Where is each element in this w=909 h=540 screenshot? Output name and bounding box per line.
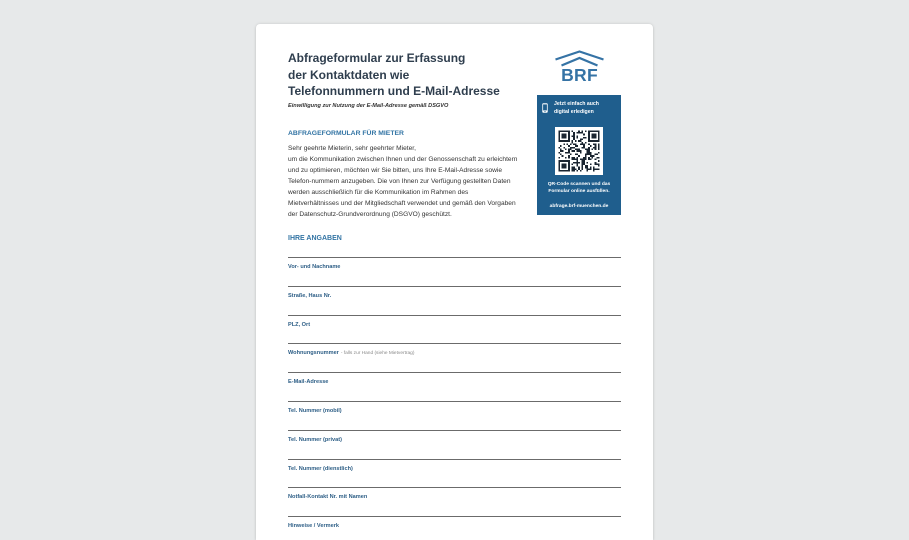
- section-heading: ABFRAGEFORMULAR FÜR MIETER: [288, 129, 404, 137]
- field-label: Straße, Haus Nr.: [288, 292, 332, 299]
- street-input[interactable]: [288, 275, 621, 287]
- form-row-email: [288, 361, 621, 390]
- form-row-street: [288, 275, 621, 304]
- logo-text: BRF: [561, 65, 598, 85]
- name-input[interactable]: [288, 246, 621, 258]
- phone-mobile-input[interactable]: [288, 390, 621, 402]
- title-line: der Kontaktdaten wie: [288, 67, 410, 82]
- field-label: Vor- und Nachname: [288, 264, 341, 270]
- intro-line: Mietverhältnisses und der Mitgliedschaft verwendet und gemäß den Vorgaben: [288, 199, 516, 207]
- intro-line: der Datenschutz-Grundverordnung (DSGVO) geschützt.: [288, 210, 452, 218]
- box-caption-line: Formular online ausfüllen.: [548, 188, 610, 194]
- intro-line: um die Kommunikation zwischen Ihnen und der Genossenschaft zu erleichtern: [288, 155, 518, 163]
- email-input[interactable]: [288, 361, 621, 373]
- form-row-name: [288, 246, 621, 275]
- digital-form-box: [537, 95, 621, 215]
- field-label: Wohnungsnummer: [288, 350, 339, 357]
- emergency-contact-input[interactable]: [288, 476, 621, 488]
- notes-input[interactable]: [288, 505, 621, 517]
- intro-line: Sehr geehrte Mieterin, sehr geehrter Mieter,: [288, 144, 416, 152]
- field-label: E-Mail-Adresse: [288, 379, 329, 386]
- brf-logo: [554, 50, 605, 84]
- intro-line: Telefon-nummern anzugeben. Die von Ihnen zur Verfügung gestellten Daten: [288, 177, 511, 185]
- field-label: Hinweise / Vermerk: [288, 523, 339, 530]
- online-form-link[interactable]: abfrage.brf-muenchen.de: [549, 203, 609, 209]
- intro-line: werden ausschließlich für die Kommunikation im Rahmen des: [288, 188, 469, 196]
- box-caption: [537, 181, 621, 195]
- form-row-apartment: [288, 332, 621, 361]
- box-headline-line: Jetzt einfach auch: [554, 101, 599, 107]
- form-row-phone-private: [288, 419, 621, 448]
- box-headline-line: digital erledigen: [554, 108, 594, 115]
- intro-text: [288, 143, 517, 220]
- qr-code: [555, 127, 603, 175]
- field-label: PLZ, Ort: [288, 321, 311, 328]
- intro-line: und zu optimieren, möchten wir Sie bitten, uns Ihre E-Mail-Adresse sowie: [288, 166, 503, 174]
- document-title: [288, 50, 500, 100]
- field-hint: - falls zur Hand (siehe Mietvertrag): [340, 351, 415, 357]
- field-label: Tel. Nummer (privat): [288, 436, 342, 443]
- box-headline: [554, 101, 599, 116]
- form-row-emergency: [288, 476, 621, 505]
- zip-city-input[interactable]: [288, 304, 621, 316]
- form-heading: IHRE ANGABEN: [288, 234, 342, 242]
- title-line: Telefonnummern und E-Mail-Adresse: [288, 84, 500, 98]
- document-page: [256, 24, 653, 540]
- contact-form: [288, 246, 621, 534]
- field-label: Tel. Nummer (mobil): [288, 407, 342, 414]
- form-row-phone-mobile: [288, 390, 621, 419]
- form-row-phone-work: [288, 448, 621, 477]
- form-row-city: [288, 304, 621, 333]
- form-row-notes: [288, 505, 621, 534]
- box-caption-line: QR-Code scannen und das: [547, 181, 611, 187]
- apartment-number-input[interactable]: [288, 332, 621, 344]
- title-line: Abfrageformular zur Erfassung: [288, 51, 466, 65]
- field-label-wrapper: [288, 350, 621, 357]
- phone-work-input[interactable]: [288, 448, 621, 460]
- field-label: Tel. Nummer (dienstlich): [288, 465, 353, 472]
- document-subtitle: Einwilligung zur Nutzung der E-Mail-Adresse gemäß DSGVO: [288, 102, 449, 109]
- smartphone-icon: [542, 103, 548, 113]
- field-label: Notfall-Kontakt Nr. mit Namen: [288, 494, 368, 501]
- phone-private-input[interactable]: [288, 419, 621, 431]
